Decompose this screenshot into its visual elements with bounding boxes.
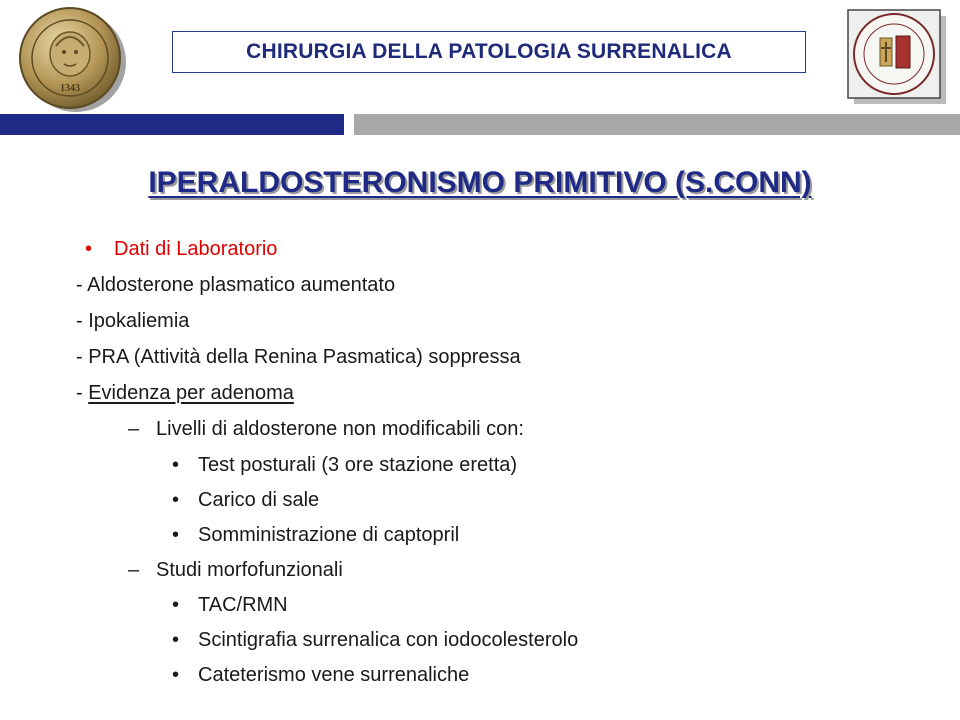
sub1-bullet-carico-sale: Carico di sale — [198, 489, 320, 511]
slide-title: IPERALDOSTERONISMO PRIMITIVO (S.CONN) — [148, 166, 812, 199]
header-title-box — [172, 31, 806, 73]
header-title: CHIRURGIA DELLA PATOLOGIA SURRENALICA — [246, 40, 732, 63]
evidence-label: Evidenza per adenoma — [88, 382, 294, 404]
bullet-dot: • — [172, 629, 180, 651]
section-label: Dati di Laboratorio — [114, 238, 278, 260]
list-item-evidence — [76, 380, 294, 406]
sub2-bullet-cateterismo: Cateterismo vene surrenaliche — [198, 664, 470, 686]
sub2-bullet-scintigrafia: Scintigrafia surrenalica con iodocolesterolo — [198, 629, 579, 651]
bullet-dot: • — [172, 664, 180, 686]
evidence-prefix: - — [76, 382, 89, 404]
sub1-label: Livelli di aldosterone non modificabili con: — [156, 418, 524, 440]
section-bullet: • — [85, 238, 93, 260]
sub2-bullet-tac-rmn: TAC/RMN — [198, 594, 288, 616]
sub2-dash: – — [128, 559, 140, 581]
sub1-bullet-test-posturali: Test posturali (3 ore stazione eretta) — [198, 454, 518, 476]
list-item-ipokaliemia: - Ipokaliemia — [76, 310, 190, 332]
sub2-label: Studi morfofunzionali — [156, 559, 343, 581]
university-seal-logo — [14, 6, 132, 116]
list-item-pra: - PRA (Attività della Renina Pasmatica) soppressa — [76, 346, 521, 368]
bullet-dot: • — [172, 454, 180, 476]
bullet-dot: • — [172, 594, 180, 616]
bullet-dot: • — [172, 489, 180, 511]
header-bar-gray — [354, 114, 960, 135]
list-item-aldosterone: - Aldosterone plasmatico aumentato — [76, 274, 396, 296]
hospital-seal-logo — [846, 8, 952, 108]
sub1-bullet-captopril: Somministrazione di captopril — [198, 524, 460, 546]
svg-text:1343: 1343 — [60, 83, 80, 94]
bullet-dot: • — [172, 524, 180, 546]
sub1-dash: – — [128, 418, 140, 440]
header-bar-blue — [0, 114, 344, 135]
